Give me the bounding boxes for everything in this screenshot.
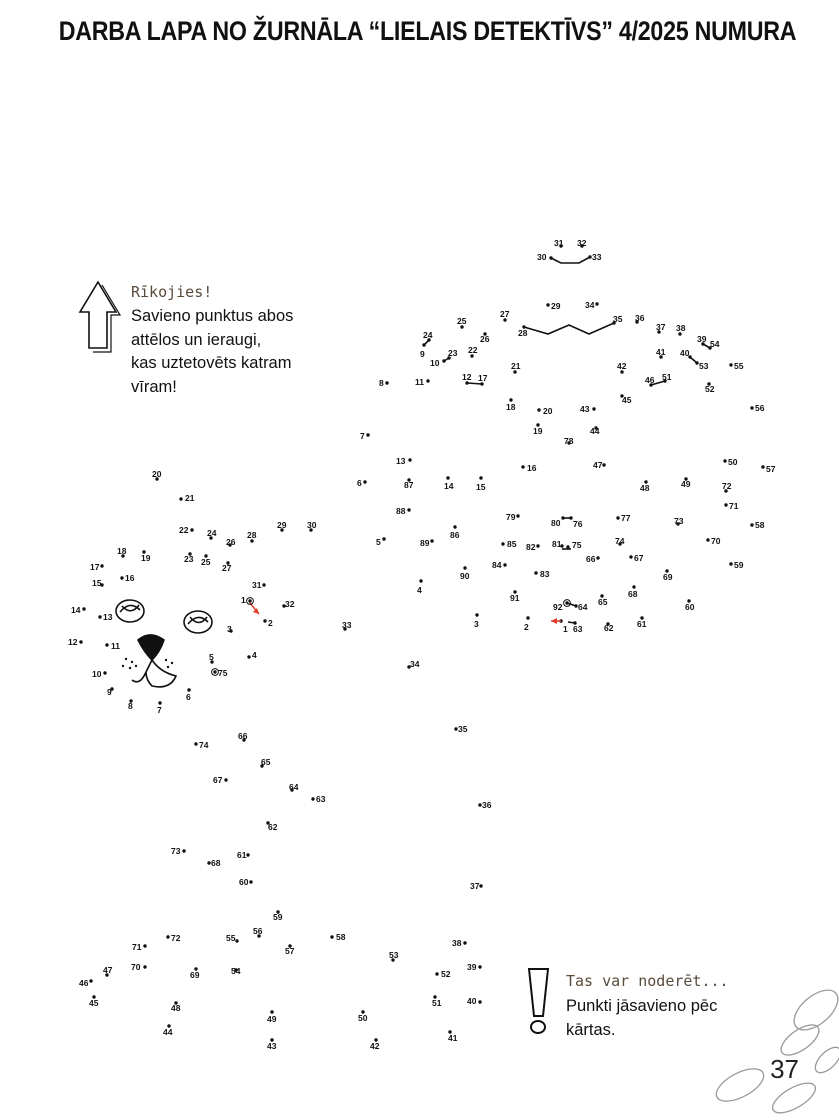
right-dot-15 [479, 476, 482, 479]
left-dot-63 [311, 797, 314, 800]
right-dot-label-63: 63 [573, 624, 583, 634]
left-dot-label-7: 7 [157, 705, 162, 715]
left-dot-60 [249, 880, 252, 883]
right-dot-label-86: 86 [450, 530, 460, 540]
right-dot-82 [536, 544, 539, 547]
left-dot-46 [89, 979, 92, 982]
left-dot-label-27: 27 [222, 563, 232, 573]
left-dot-label-8: 8 [128, 701, 133, 711]
instruction-line: Savieno punktus abos [131, 307, 294, 325]
right-dot-label-54: 54 [710, 339, 720, 349]
right-dot-label-29: 29 [551, 301, 561, 311]
left-dot-37 [479, 884, 482, 887]
left-dot-label-68: 68 [211, 858, 221, 868]
left-dot-16 [120, 576, 123, 579]
left-dot-40 [478, 1000, 481, 1003]
right-dot-label-65: 65 [598, 597, 608, 607]
instruction-line: vīram! [131, 377, 177, 396]
puzzle-right [357, 238, 776, 634]
right-dot-label-1: 1 [563, 624, 568, 634]
left-dot-label-10: 10 [92, 669, 102, 679]
left-dot-label-18: 18 [117, 546, 127, 556]
right-dot-label-53: 53 [699, 361, 709, 371]
right-dot-label-42: 42 [617, 361, 627, 371]
left-dot-10 [103, 671, 106, 674]
left-dot-label-16: 16 [125, 573, 135, 583]
instruction-line: attēlos un ieraugi, [131, 330, 262, 349]
left-dot-label-41: 41 [448, 1033, 458, 1043]
right-dot-label-73: 73 [674, 516, 684, 526]
right-dot-label-8: 8 [379, 378, 384, 388]
right-dot-29 [546, 303, 549, 306]
left-dot-label-55: 55 [226, 933, 236, 943]
right-dot-59 [729, 562, 732, 565]
right-dot-label-78: 78 [564, 436, 574, 446]
right-dot-79 [516, 514, 519, 517]
right-dot-label-33: 33 [592, 252, 602, 262]
face-drawing [116, 600, 212, 687]
left-dot-label-2: 2 [268, 618, 273, 628]
right-dot-label-45: 45 [622, 395, 632, 405]
left-dot-label-48: 48 [171, 1003, 181, 1013]
right-dot-label-11: 11 [415, 377, 424, 387]
tip-line: kārtas. [566, 1020, 616, 1039]
left-dot-label-60: 60 [239, 877, 249, 887]
left-dot-label-61: 61 [237, 850, 247, 860]
right-dot-label-37: 37 [656, 322, 666, 332]
left-dot-label-65: 65 [261, 757, 271, 767]
right-dot-2 [526, 616, 529, 619]
left-dot-label-47: 47 [103, 965, 113, 975]
right-dot-6 [363, 480, 366, 483]
left-dot-label-75: 75 [218, 668, 228, 678]
right-dot-label-57: 57 [766, 464, 776, 474]
right-dot-label-84: 84 [492, 560, 502, 570]
left-dot-label-36: 36 [482, 800, 492, 810]
right-dot-label-55: 55 [734, 361, 744, 371]
left-dot-label-32: 32 [285, 599, 295, 609]
right-dot-34 [595, 302, 598, 305]
left-dot-label-4: 4 [252, 650, 257, 660]
right-dot-70 [706, 538, 709, 541]
right-dot-label-88: 88 [396, 506, 406, 516]
right-dot-label-7: 7 [360, 431, 365, 441]
left-dot-label-9: 9 [107, 687, 112, 697]
right-dot-86 [453, 525, 456, 528]
right-dot-label-28: 28 [518, 328, 528, 338]
right-dot-71 [724, 503, 727, 506]
left-dot-label-74: 74 [199, 740, 209, 750]
left-dot-label-24: 24 [207, 528, 217, 538]
right-dot-label-50: 50 [728, 457, 738, 467]
left-dot-38 [463, 941, 466, 944]
right-dot-label-51: 51 [662, 372, 672, 382]
left-dot-label-31: 31 [252, 580, 262, 590]
left-dot-label-67: 67 [213, 775, 223, 785]
left-dot-67 [224, 778, 227, 781]
right-dot-label-68: 68 [628, 589, 638, 599]
left-dot-label-28: 28 [247, 530, 257, 540]
left-dot-label-70: 70 [131, 962, 141, 972]
right-dot-label-3: 3 [474, 619, 479, 629]
page-number: 37 [770, 1054, 799, 1084]
right-dot-label-70: 70 [711, 536, 721, 546]
right-dot-label-46: 46 [645, 375, 655, 385]
left-dot-label-52: 52 [441, 969, 451, 979]
right-dot-label-80: 80 [551, 518, 561, 528]
right-dot-label-49: 49 [681, 479, 691, 489]
left-dot-label-49: 49 [267, 1014, 277, 1024]
left-dot-70 [143, 965, 146, 968]
left-dot-label-23: 23 [184, 554, 194, 564]
right-dot-label-85: 85 [507, 539, 517, 549]
exclamation-icon [529, 969, 548, 1033]
left-dot-label-13: 13 [103, 612, 113, 622]
left-dot-label-64: 64 [289, 782, 299, 792]
tip-text [566, 995, 717, 1042]
left-dot-label-35: 35 [458, 724, 468, 734]
right-dot-20 [537, 408, 540, 411]
right-dot-66 [596, 556, 599, 559]
left-dot-label-57: 57 [285, 946, 295, 956]
right-dot-label-27: 27 [500, 309, 510, 319]
left-dot-label-22: 22 [179, 525, 189, 535]
tip-heading: Tas var noderēt... [566, 972, 729, 990]
right-dot-89 [430, 539, 433, 542]
left-dot-label-58: 58 [336, 932, 346, 942]
right-dot-label-31: 31 [554, 238, 564, 248]
right-dot-label-30: 30 [537, 252, 547, 262]
left-dot-label-3: 3 [227, 624, 232, 634]
left-dot-label-50: 50 [358, 1013, 368, 1023]
left-dot-label-30: 30 [307, 520, 317, 530]
left-dot-label-20: 20 [152, 469, 162, 479]
right-dot-84 [503, 563, 506, 566]
right-dot-label-22: 22 [468, 345, 478, 355]
left-dot-17 [100, 564, 103, 567]
right-dot-label-91: 91 [510, 593, 520, 603]
right-dot-label-69: 69 [663, 572, 673, 582]
left-dot-label-17: 17 [90, 562, 100, 572]
right-dot-label-62: 62 [604, 623, 614, 633]
left-dot-label-62: 62 [268, 822, 278, 832]
left-dot-4 [247, 655, 250, 658]
left-dot-label-15: 15 [92, 578, 102, 588]
left-dot-label-53: 53 [389, 950, 399, 960]
instruction-line: kas uztetovēts katram [131, 354, 292, 372]
right-dot-43 [592, 407, 595, 410]
left-dot-label-45: 45 [89, 998, 99, 1008]
left-dot-72 [166, 935, 169, 938]
left-dot-75 [213, 670, 216, 673]
right-dot-67 [629, 555, 632, 558]
right-dot-label-14: 14 [444, 481, 454, 491]
left-dot-55 [235, 939, 238, 942]
right-dot-label-19: 19 [533, 426, 543, 436]
left-dot-label-29: 29 [277, 520, 287, 530]
right-dot-label-48: 48 [640, 483, 650, 493]
right-dot-7 [366, 433, 369, 436]
right-dot-label-76: 76 [573, 519, 583, 529]
left-dot-label-37: 37 [470, 881, 480, 891]
right-dot-58 [750, 523, 753, 526]
left-dot-label-51: 51 [432, 998, 442, 1008]
right-dot-label-6: 6 [357, 478, 362, 488]
left-dot-label-14: 14 [71, 605, 81, 615]
right-dot-label-56: 56 [755, 403, 765, 413]
left-dot-label-21: 21 [185, 493, 195, 503]
left-dot-1 [248, 599, 251, 602]
right-dot-47 [602, 463, 605, 466]
right-dot-label-47: 47 [593, 460, 603, 470]
left-dot-12 [79, 640, 82, 643]
left-dot-label-33: 33 [342, 620, 352, 630]
right-dot-3 [475, 613, 478, 616]
left-dot-13 [98, 615, 101, 618]
left-dot-31 [262, 583, 265, 586]
right-dot-label-41: 41 [656, 347, 666, 357]
right-dot-90 [463, 566, 466, 569]
right-dot-13 [408, 458, 411, 461]
right-dot-label-15: 15 [476, 482, 486, 492]
right-dot-label-17: 17 [478, 373, 488, 383]
right-dot-label-75: 75 [572, 540, 582, 550]
right-dot-label-13: 13 [396, 456, 406, 466]
left-dot-label-19: 19 [141, 553, 151, 563]
right-dot-label-52: 52 [705, 384, 715, 394]
right-dot-16 [521, 465, 524, 468]
left-dot-11 [105, 643, 108, 646]
right-dot-label-32: 32 [577, 238, 587, 248]
left-dot-74 [194, 742, 197, 745]
right-dot-label-43: 43 [580, 404, 590, 414]
left-dot-label-43: 43 [267, 1041, 277, 1051]
right-dot-label-90: 90 [460, 571, 470, 581]
left-dot-label-6: 6 [186, 692, 191, 702]
left-dot-label-34: 34 [410, 659, 420, 669]
left-dot-label-39: 39 [467, 962, 477, 972]
left-dot-58 [330, 935, 333, 938]
left-dot-21 [179, 497, 182, 500]
right-dot-label-74: 74 [615, 536, 625, 546]
instruction-heading: Rīkojies! [131, 283, 213, 301]
right-dot-5 [382, 537, 385, 540]
left-dot-73 [182, 849, 185, 852]
right-dot-14 [446, 476, 449, 479]
right-dot-label-59: 59 [734, 560, 744, 570]
right-dot-label-66: 66 [586, 554, 596, 564]
right-dot-55 [729, 363, 732, 366]
left-dot-label-71: 71 [132, 942, 142, 952]
right-dot-label-83: 83 [540, 569, 550, 579]
left-dot-label-42: 42 [370, 1041, 380, 1051]
right-dot-83 [534, 571, 537, 574]
left-dot-label-44: 44 [163, 1027, 173, 1037]
left-dot-label-46: 46 [79, 978, 89, 988]
right-dot-label-36: 36 [635, 313, 645, 323]
left-dot-71 [143, 944, 146, 947]
left-dot-label-1: 1 [241, 595, 246, 605]
right-dot-label-87: 87 [404, 480, 414, 490]
tip-line: Punkti jāsavieno pēc [566, 997, 718, 1015]
right-dot-label-67: 67 [634, 553, 644, 563]
left-dot-label-11: 11 [111, 641, 120, 651]
left-dot-22 [190, 528, 193, 531]
left-dot-61 [246, 853, 249, 856]
left-dot-label-5: 5 [209, 652, 214, 662]
left-dot-label-73: 73 [171, 846, 181, 856]
right-dot-label-18: 18 [506, 402, 516, 412]
right-dot-label-24: 24 [423, 330, 433, 340]
right-dot-11 [426, 379, 429, 382]
right-dot-57 [761, 465, 764, 468]
right-dot-8 [385, 381, 388, 384]
right-dot-label-44: 44 [590, 426, 600, 436]
right-dot-label-16: 16 [527, 463, 537, 473]
left-dot-label-56: 56 [253, 926, 263, 936]
right-dot-label-39: 39 [697, 334, 707, 344]
right-dot-label-77: 77 [621, 513, 631, 523]
left-dot-52 [435, 972, 438, 975]
left-dot-label-12: 12 [68, 637, 78, 647]
left-dot-label-63: 63 [316, 794, 326, 804]
right-dot-label-26: 26 [480, 334, 490, 344]
left-dot-label-38: 38 [452, 938, 462, 948]
right-dot-label-5: 5 [376, 537, 381, 547]
left-dot-label-66: 66 [238, 731, 248, 741]
right-dot-label-58: 58 [755, 520, 765, 530]
left-dot-label-69: 69 [190, 970, 200, 980]
right-dot-label-12: 12 [462, 372, 472, 382]
right-dot-label-35: 35 [613, 314, 623, 324]
right-dot-4 [419, 579, 422, 582]
right-dot-label-23: 23 [448, 348, 458, 358]
right-dot-label-9: 9 [420, 349, 425, 359]
right-dot-75 [566, 545, 569, 548]
right-dot-label-92: 92 [553, 602, 563, 612]
right-dot-label-72: 72 [722, 481, 732, 491]
left-dot-label-59: 59 [273, 912, 283, 922]
arrow-up-icon [80, 282, 120, 352]
left-dot-label-54: 54 [231, 966, 241, 976]
right-dot-label-61: 61 [637, 619, 647, 629]
right-dot-label-10: 10 [430, 358, 440, 368]
page-title: DARBA LAPA NO ŽURNĀLA “LIELAIS DETEKTĪVS” 4/2025 NUMURA [58, 16, 797, 46]
right-dot-label-81: 81 [552, 539, 562, 549]
right-dot-85 [501, 542, 504, 545]
right-dot-label-2: 2 [524, 622, 529, 632]
left-dot-39 [478, 965, 481, 968]
instruction-text [131, 305, 293, 399]
puzzle-left [68, 469, 492, 1051]
left-dot-label-40: 40 [467, 996, 477, 1006]
left-dot-label-26: 26 [226, 537, 236, 547]
left-dot-label-72: 72 [171, 933, 181, 943]
left-dot-2 [263, 619, 266, 622]
right-dot-label-38: 38 [676, 323, 686, 333]
right-dot-label-89: 89 [420, 538, 430, 548]
left-dot-14 [82, 607, 85, 610]
right-dot-88 [407, 508, 410, 511]
left-dot-label-25: 25 [201, 557, 211, 567]
right-dot-label-64: 64 [578, 602, 588, 612]
right-dot-label-25: 25 [457, 316, 467, 326]
right-dot-50 [723, 459, 726, 462]
right-dot-label-21: 21 [511, 361, 521, 371]
right-dot-label-71: 71 [729, 501, 739, 511]
right-dot-label-82: 82 [526, 542, 536, 552]
right-dot-label-4: 4 [417, 585, 422, 595]
right-dot-label-79: 79 [506, 512, 516, 522]
right-dot-56 [750, 406, 753, 409]
right-dot-label-60: 60 [685, 602, 695, 612]
right-dot-label-40: 40 [680, 348, 690, 358]
right-dot-label-20: 20 [543, 406, 553, 416]
footprints-decoration [711, 983, 839, 1119]
right-dot-label-34: 34 [585, 300, 595, 310]
right-dot-77 [616, 516, 619, 519]
